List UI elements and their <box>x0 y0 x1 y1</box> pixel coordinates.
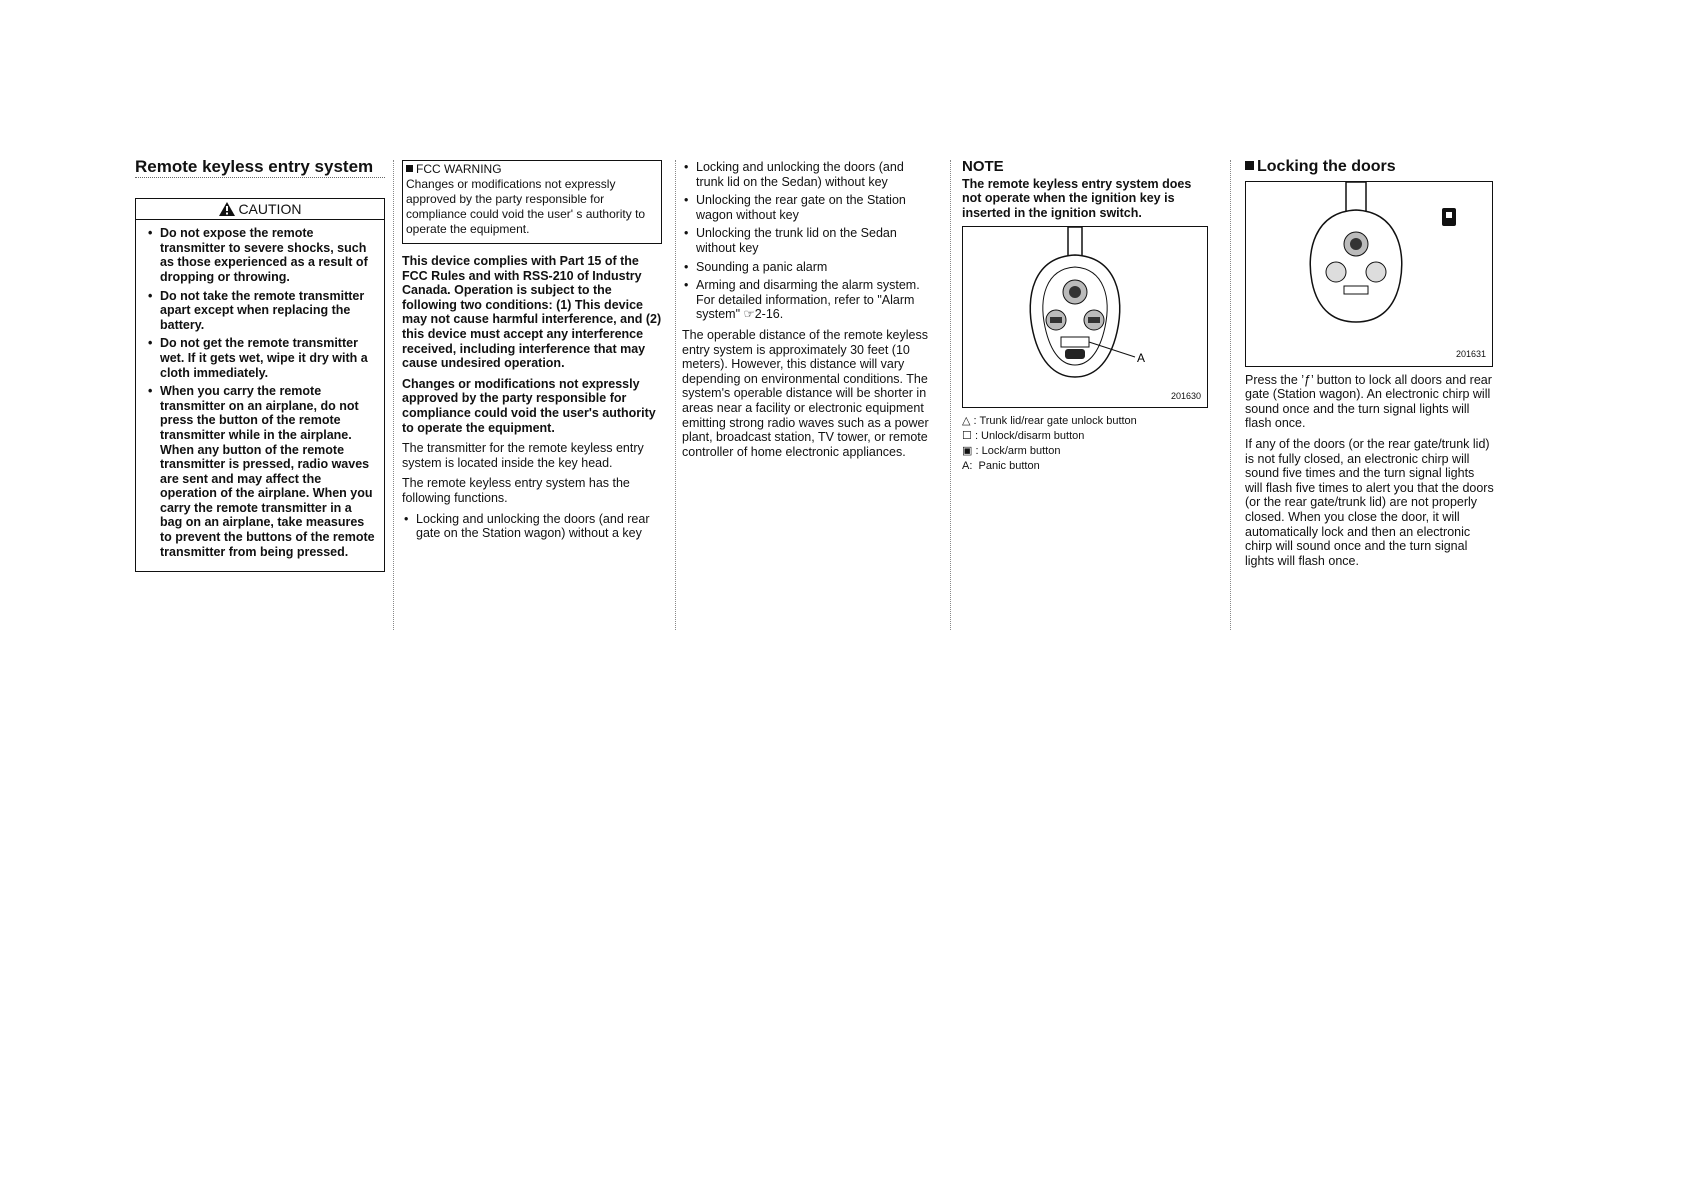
fcc-warning-title: FCC WARNING <box>406 162 658 177</box>
location-text: The transmitter for the remote keyless entry system is located inside the key head. <box>402 441 644 470</box>
column-1 <box>135 157 385 572</box>
note-title: NOTE <box>962 158 1004 175</box>
column-2 <box>402 160 662 545</box>
column-4 <box>962 160 1212 474</box>
function-item: • Sounding a panic alarm <box>682 260 930 275</box>
legend-item: ☐ : Unlock/disarm button <box>962 430 1085 443</box>
button-legend <box>962 414 1212 473</box>
caution-item: • When you carry the remote transmitter on an airplane, do not press the button of the remote transmitter while in the airplane. When any button of the remote transmitter is pressed, radio waves are sent and may affect the operation of the airplane. When you carry the remote transmitter in a bag on an airplane, take measures to prevent the buttons of the remote transmitter from being pressed. <box>146 384 376 559</box>
key-fob-illustration <box>963 227 1207 407</box>
column-5 <box>1245 160 1495 574</box>
compliance-text: This device complies with Part 15 of the FCC Rules and with RSS-210 of Industry Canada. Operation is subject to the following two conditions: (1) This device may not cause harmful interference, and (2) this device must accept any interference received, including interference that may cause undesired operation. <box>402 254 662 371</box>
distance-text: The operable distance of the remote keyless entry system is approximately 30 feet (10 meters). However, this distance will vary depending on environmental conditions. The system's operable distance will be shorter in areas near a facility or electronic equipment emitting strong radio waves such as a power plant, broadcast station, TV tower, or remote controller of home electronic appliances. <box>682 327 929 459</box>
fcc-warning-text: Changes or modifications not expressly approved by the party responsible for compliance could void the user' s authority to operate the equipment. <box>406 177 646 236</box>
function-item: • Unlocking the trunk lid on the Sedan without key <box>682 226 930 255</box>
legend-item: ▣ : Lock/arm button <box>962 445 1061 458</box>
locking-warning: If any of the doors (or the rear gate/trunk lid) is not fully closed, an electronic chirp will sound five times and the turn signal lights will flash five times to alert you that the doors (or the rear gate/trunk lid) are not properly closed. When you close the door, it will automatically lock and then an electronic chirp will sound once and the turn signal lights will flash once. <box>1245 436 1494 568</box>
key-fob-lock-illustration <box>1246 182 1492 366</box>
column-3 <box>682 160 930 465</box>
functions-intro: The remote keyless entry system has the following functions. <box>402 476 630 505</box>
fcc-warning-box <box>402 160 662 244</box>
section-title: Remote keyless entry system <box>135 160 385 178</box>
column-divider <box>1230 160 1231 630</box>
function-item: • Locking and unlocking the doors (and rear gate on the Station wagon) without a key <box>402 512 662 541</box>
caution-item: • Do not get the remote transmitter wet. If it gets wet, wipe it dry with a cloth immediately. <box>146 336 376 380</box>
column-divider <box>675 160 676 630</box>
caution-list <box>146 226 376 559</box>
note-text: The remote keyless entry system does not operate when the ignition key is inserted in the ignition switch. <box>962 176 1192 220</box>
caution-label: CAUTION <box>238 200 302 217</box>
legend-item: A: Panic button <box>962 460 1040 473</box>
function-item: • Locking and unlocking the doors (and trunk lid on the Sedan) without key <box>682 160 930 189</box>
function-item: • Unlocking the rear gate on the Station wagon without key <box>682 193 930 222</box>
car-trunk-icon: △ <box>962 415 971 428</box>
warning-triangle-icon <box>219 202 235 216</box>
key-fob-figure <box>962 226 1208 408</box>
functions-list-continued <box>682 160 930 322</box>
changes-text: Changes or modifications not expressly approved by the party responsible for compliance could void the user's authority to operate the equipment. <box>402 376 656 435</box>
caution-body <box>136 220 384 571</box>
functions-list <box>402 512 662 541</box>
locking-section-title: Locking the doors <box>1245 160 1495 175</box>
column-divider <box>393 160 394 630</box>
lock-icon: ▣ <box>962 445 973 458</box>
lock-figure <box>1245 181 1493 367</box>
figure-code: 201630 <box>1170 390 1201 401</box>
unlock-icon: ☐ <box>962 430 972 443</box>
caution-header <box>135 198 385 221</box>
square-bullet-icon <box>406 165 413 172</box>
figure-code: 201631 <box>1455 349 1486 359</box>
legend-item: △ : Trunk lid/rear gate unlock button <box>962 415 1137 428</box>
caution-item: • Do not expose the remote transmitter to severe shocks, such as those experienced as a result of dropping or throwing. <box>146 226 376 284</box>
column-divider <box>950 160 951 630</box>
figure-label-a: A <box>1137 351 1146 366</box>
caution-box <box>135 198 385 573</box>
locking-instructions: Press the ’ƒ’ button to lock all doors and rear gate (Station wagon). An electronic chirp will sound once and the turn signal lights will flash once. <box>1245 372 1492 431</box>
caution-item: • Do not take the remote transmitter apart except when replacing the battery. <box>146 289 376 333</box>
square-bullet-icon <box>1245 161 1254 170</box>
function-item: • Arming and disarming the alarm system. For detailed information, refer to "Alarm system" ☞2-16. <box>682 278 930 322</box>
